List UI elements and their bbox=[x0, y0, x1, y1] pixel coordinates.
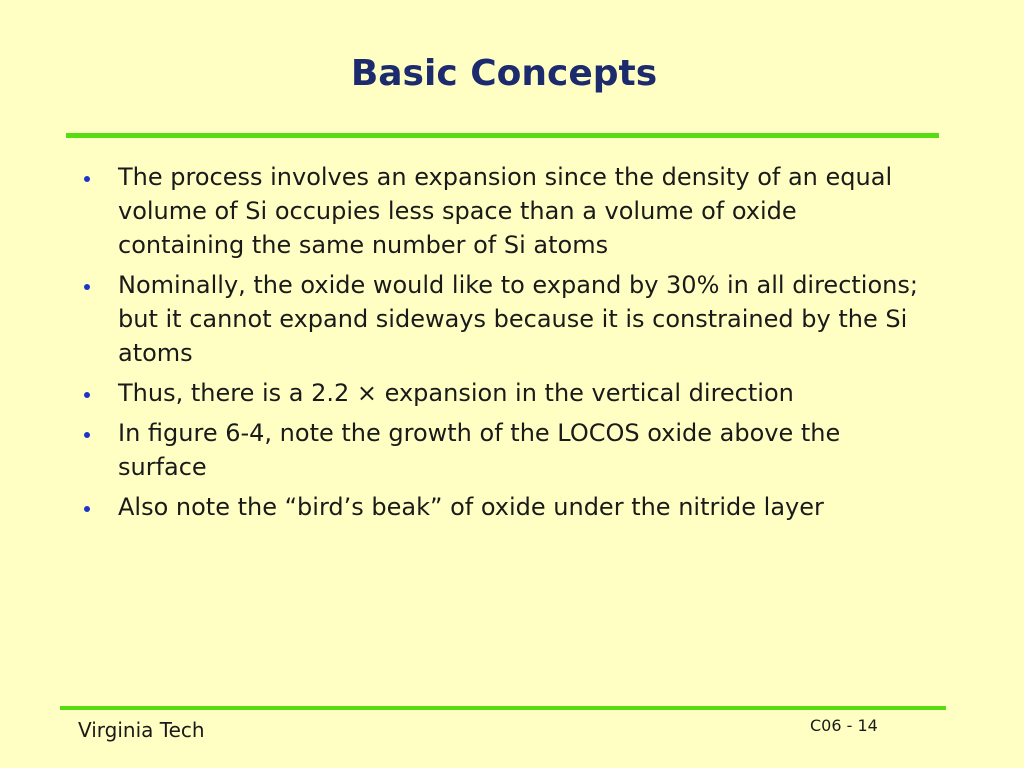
bullet-dot-icon bbox=[84, 284, 90, 290]
bullet-text: In figure 6-4, note the growth of the LOCOS oxide above the surface bbox=[118, 419, 841, 481]
bullet-list bbox=[78, 160, 928, 530]
bullet-text: Also note the “bird’s beak” of oxide under the nitride layer bbox=[118, 493, 824, 521]
footer-divider bbox=[60, 706, 946, 710]
bullet-item bbox=[78, 490, 928, 524]
slide-title: Basic Concepts bbox=[350, 53, 658, 94]
bullet-text: The process involves an expansion since the density of an equal volume of Si occupies less space than a volume of oxide containing the same number of Si atoms bbox=[118, 163, 893, 259]
slide-number: C06 - 14 bbox=[810, 716, 878, 735]
bullet-text: Nominally, the oxide would like to expand by 30% in all directions; but it cannot expand sideways because it is constrained by the Si atoms bbox=[118, 271, 918, 367]
bullet-item bbox=[78, 160, 928, 262]
bullet-dot-icon bbox=[84, 392, 90, 398]
title-divider bbox=[66, 133, 939, 138]
bullet-dot-icon bbox=[84, 432, 90, 438]
bullet-text: Thus, there is a 2.2 × expansion in the vertical direction bbox=[118, 379, 794, 407]
footer-institution: Virginia Tech bbox=[78, 718, 205, 742]
bullet-item bbox=[78, 376, 928, 410]
bullet-dot-icon bbox=[84, 176, 90, 182]
bullet-dot-icon bbox=[84, 506, 90, 512]
bullet-item bbox=[78, 268, 928, 370]
bullet-item bbox=[78, 416, 928, 484]
